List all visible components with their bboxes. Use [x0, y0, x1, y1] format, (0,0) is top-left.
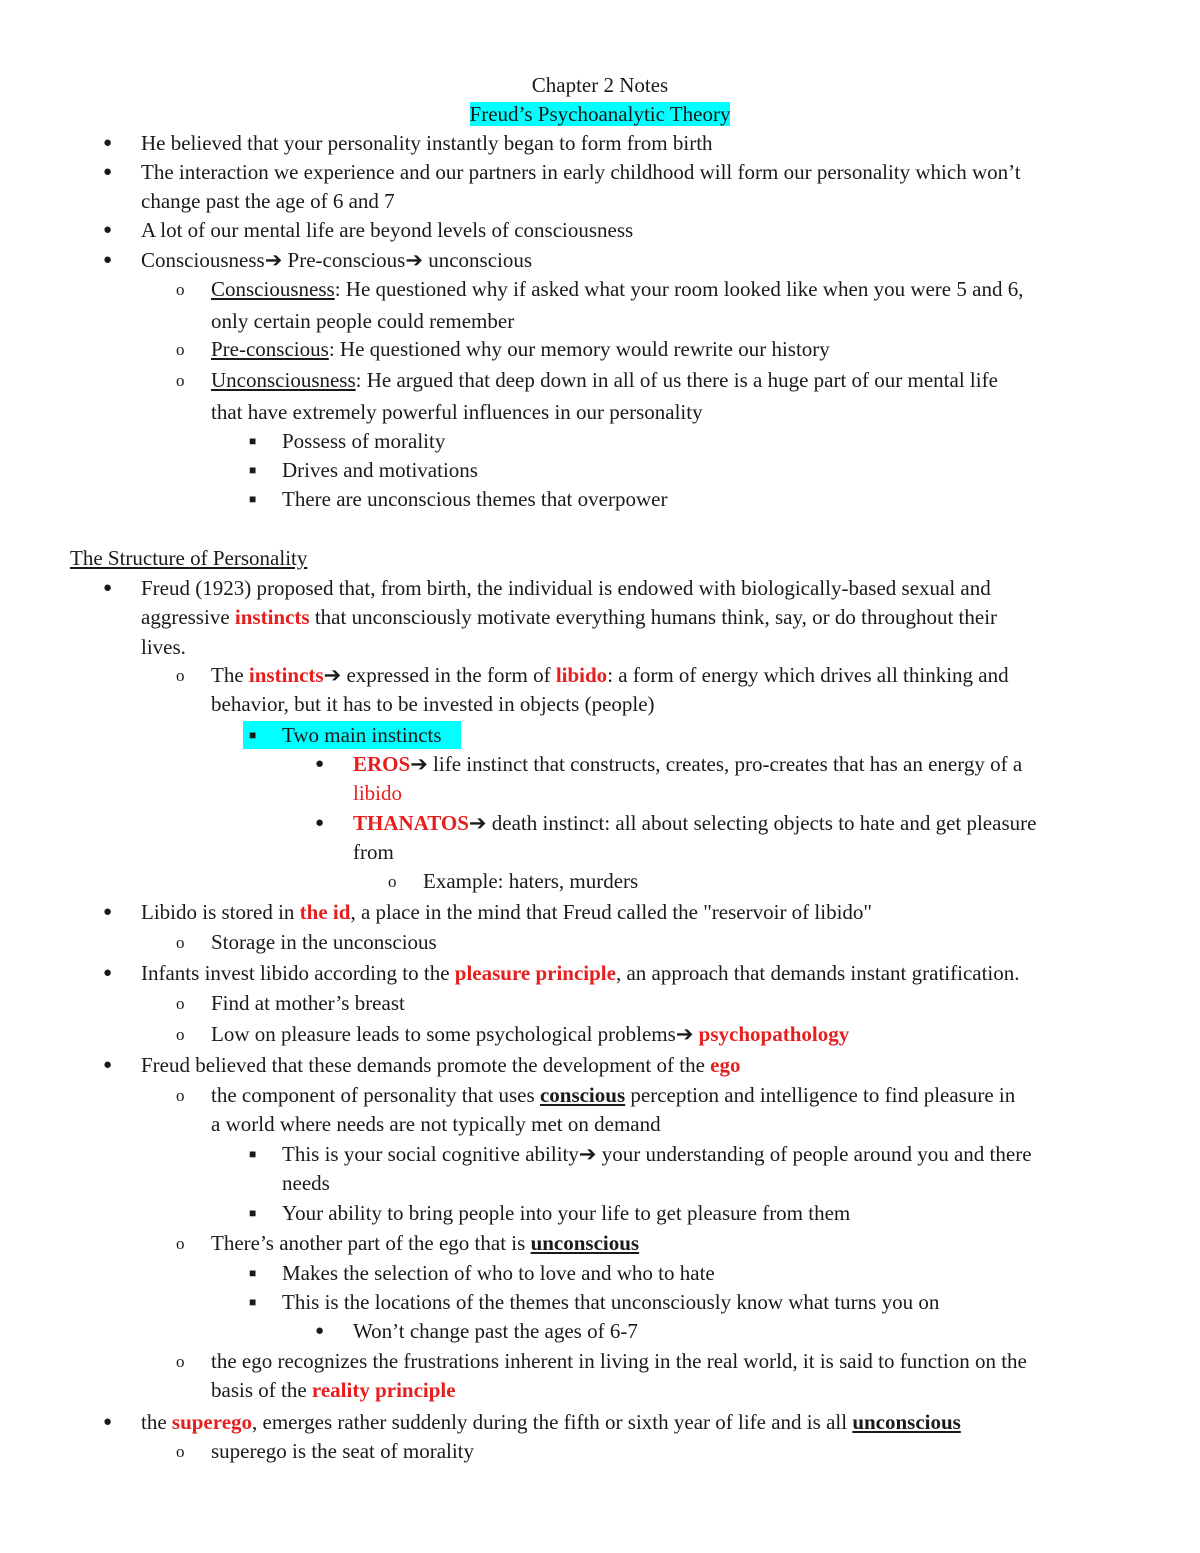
document-title: Chapter 2 Notes [531, 73, 669, 97]
bullet-dot-icon: ● [103, 904, 113, 920]
bullet-square-icon: ■ [249, 1266, 257, 1280]
list-item [103, 898, 873, 927]
bullet-square-icon: ■ [249, 492, 257, 506]
list-item [176, 928, 437, 957]
arrow-right-icon: ➔ [468, 811, 487, 835]
term: Unconsciousness [211, 368, 356, 392]
list-item-text: Makes the selection of who to love and who to hate [282, 1261, 715, 1285]
list-item-text: There’s another part of the ego that is [211, 1231, 531, 1255]
bullet-square-icon: ■ [249, 463, 257, 477]
list-item-text: Your ability to bring people into your life to get pleasure from them [282, 1201, 851, 1225]
bullet-circle-icon: o [176, 280, 185, 299]
list-item [103, 158, 1021, 217]
key-term: conscious [539, 1083, 626, 1107]
list-item-text: unconscious [422, 248, 533, 272]
list-item-text: expressed in the form of [341, 663, 556, 687]
document-subtitle: Freud’s Psychoanalytic Theory [469, 102, 731, 126]
bullet-dot-icon: ● [103, 1414, 113, 1430]
list-item [176, 661, 1009, 720]
bullet-dot-icon: ● [103, 580, 113, 596]
bullet-circle-icon: o [176, 933, 185, 952]
bullet-circle-icon: o [388, 872, 397, 891]
list-item-text: only certain people could remember [211, 309, 515, 334]
list-item-text: There are unconscious themes that overpower [282, 487, 668, 511]
list-item-text: Libido is stored in [141, 900, 300, 924]
list-item [103, 216, 634, 245]
bullet-dot-icon: ● [315, 756, 325, 772]
bullet-dot-icon: ● [103, 222, 113, 238]
arrow-right-icon: ➔ [675, 1022, 694, 1046]
list-item-text: Drives and motivations [282, 458, 478, 482]
term: Pre-conscious [211, 337, 329, 361]
list-item-text: needs [282, 1171, 330, 1196]
list-item [176, 1081, 1016, 1140]
list-item-text: Low on pleasure leads to some psychological problems [211, 1022, 676, 1046]
bullet-square-icon: ■ [249, 728, 257, 742]
list-item-text: He believed that your personality instantly began to form from birth [141, 131, 713, 155]
bullet-circle-icon: o [176, 1086, 185, 1105]
list-item-text: Freud (1923) proposed that, from birth, the individual is endowed with biologically-based sexual and [141, 576, 991, 600]
list-item-text: that have extremely powerful influences in our personality [211, 400, 703, 425]
key-term: psychopathology [693, 1022, 850, 1046]
key-term: superego [171, 1410, 253, 1434]
key-term: libido [555, 663, 608, 687]
list-item [388, 867, 639, 896]
list-item-text: : He questioned why if asked what your room looked like when you were 5 and 6, [334, 277, 1024, 301]
list-item-text: that unconsciously motivate everything humans think, say, or do throughout their [309, 605, 998, 630]
key-term: libido [353, 781, 403, 806]
list-item-text: perception and intelligence to find pleasure in [625, 1083, 1016, 1107]
list-item-text: The [211, 663, 249, 687]
key-term: reality principle [311, 1378, 456, 1403]
list-item-text: , emerges rather suddenly during the fifth or sixth year of life and is all [252, 1410, 853, 1434]
list-item [176, 275, 1024, 339]
bullet-square-icon: ■ [249, 1206, 257, 1220]
list-item-text: Storage in the unconscious [211, 930, 437, 954]
list-item-text: the component of personality that uses [211, 1083, 540, 1107]
key-term: unconscious [852, 1410, 961, 1434]
list-item [176, 335, 830, 364]
list-item [103, 574, 998, 662]
list-item-text: Find at mother’s breast [211, 991, 405, 1015]
list-item [249, 427, 446, 456]
list-item [176, 1020, 850, 1049]
key-term: the id [299, 900, 351, 924]
bullet-circle-icon: o [176, 666, 185, 685]
arrow-right-icon: ➔ [323, 663, 342, 687]
key-term: instincts [248, 663, 324, 687]
list-item [103, 246, 533, 275]
list-item-text: A lot of our mental life are beyond levels of consciousness [141, 218, 634, 242]
key-term: unconscious [530, 1231, 640, 1255]
arrow-right-icon: ➔ [410, 752, 428, 776]
list-item-text: lives. [141, 634, 186, 659]
bullet-dot-icon: ● [103, 965, 113, 981]
list-item-text: your understanding of people around you and there [596, 1142, 1032, 1166]
list-item-text: the ego recognizes the frustrations inherent in living in the real world, it is said to function on the [211, 1349, 1027, 1373]
list-item-text: aggressive [141, 605, 235, 630]
term: Consciousness [211, 277, 335, 301]
section-heading: The Structure of Personality [70, 546, 308, 570]
list-item [249, 456, 478, 485]
list-item-text: Example: haters, murders [423, 869, 639, 893]
list-item [103, 1408, 961, 1437]
bullet-dot-icon: ● [315, 815, 325, 831]
key-term: EROS [353, 752, 411, 776]
list-item-text: from [353, 840, 394, 865]
list-item-text: Possess of morality [282, 429, 446, 453]
list-item-text: Pre-conscious [282, 248, 406, 272]
arrow-right-icon: ➔ [578, 1142, 597, 1166]
arrow-right-icon: ➔ [405, 248, 423, 272]
list-item [103, 959, 1020, 988]
list-item-text: death instinct: all about selecting objects to hate and get pleasure [486, 811, 1037, 835]
list-item-text: the [141, 1410, 172, 1434]
list-item-text: The interaction we experience and our partners in early childhood will form our personality which won’t [141, 160, 1021, 184]
key-term: ego [710, 1053, 741, 1077]
key-term: instincts [234, 605, 310, 630]
list-item-text: behavior, but it has to be invested in objects (people) [211, 692, 655, 717]
list-item [176, 1229, 640, 1258]
list-item-text: basis of the [211, 1378, 312, 1403]
list-item [249, 1140, 1032, 1199]
bullet-dot-icon: ● [103, 252, 113, 268]
list-item-text: superego is the seat of morality [211, 1439, 475, 1463]
list-item-text: , a place in the mind that Freud called the "reservoir of libido" [350, 900, 873, 924]
bullet-circle-icon: o [176, 1442, 185, 1461]
list-item [249, 1199, 851, 1228]
bullet-dot-icon: ● [103, 164, 113, 180]
list-item-text: Won’t change past the ages of 6-7 [353, 1319, 638, 1343]
bullet-dot-icon: ● [103, 135, 113, 151]
list-item-text: life instinct that constructs, creates, pro-creates that has an energy of a [427, 752, 1023, 776]
bullet-circle-icon: o [176, 371, 185, 390]
bullet-circle-icon: o [176, 1025, 185, 1044]
list-item [103, 129, 713, 158]
bullet-circle-icon: o [176, 1234, 185, 1253]
list-item [249, 485, 668, 514]
bullet-dot-icon: ● [315, 1323, 325, 1339]
bullet-circle-icon: o [176, 340, 185, 359]
list-item-text: Consciousness [141, 248, 265, 272]
list-item-text: , an approach that demands instant gratification. [615, 961, 1020, 985]
list-item [315, 809, 1037, 868]
title-block [0, 71, 1200, 129]
list-item [176, 1437, 475, 1466]
bullet-dot-icon: ● [103, 1057, 113, 1073]
list-item-text: Freud believed that these demands promote the development of the [141, 1053, 711, 1077]
list-item-text: a world where needs are not typically met on demand [211, 1112, 661, 1137]
list-item [249, 1259, 715, 1288]
list-item [176, 366, 998, 430]
bullet-square-icon: ■ [249, 434, 257, 448]
list-item-text: Two main instincts [282, 723, 442, 747]
list-item-text: change past the age of 6 and 7 [141, 189, 395, 214]
list-item-text: : He argued that deep down in all of us there is a huge part of our mental life [355, 368, 998, 392]
list-item-highlighted [243, 721, 461, 749]
list-item-text: : a form of energy which drives all thinking and [607, 663, 1009, 687]
list-item-text: This is your social cognitive ability [282, 1142, 579, 1166]
list-item [315, 750, 1023, 809]
list-item [103, 1051, 741, 1080]
key-term: pleasure principle [454, 961, 616, 985]
list-item [315, 1317, 638, 1346]
bullet-square-icon: ■ [249, 1295, 257, 1309]
list-item [176, 989, 405, 1018]
list-item [249, 1288, 940, 1317]
bullet-circle-icon: o [176, 994, 185, 1013]
bullet-square-icon: ■ [249, 1147, 257, 1161]
list-item-text: : He questioned why our memory would rewrite our history [328, 337, 830, 361]
bullet-circle-icon: o [176, 1352, 185, 1371]
list-item [176, 1347, 1027, 1406]
list-item-text: This is the locations of the themes that unconsciously know what turns you on [282, 1290, 940, 1314]
list-item-text: Infants invest libido according to the [141, 961, 455, 985]
arrow-right-icon: ➔ [264, 248, 283, 272]
key-term: THANATOS [353, 811, 469, 835]
